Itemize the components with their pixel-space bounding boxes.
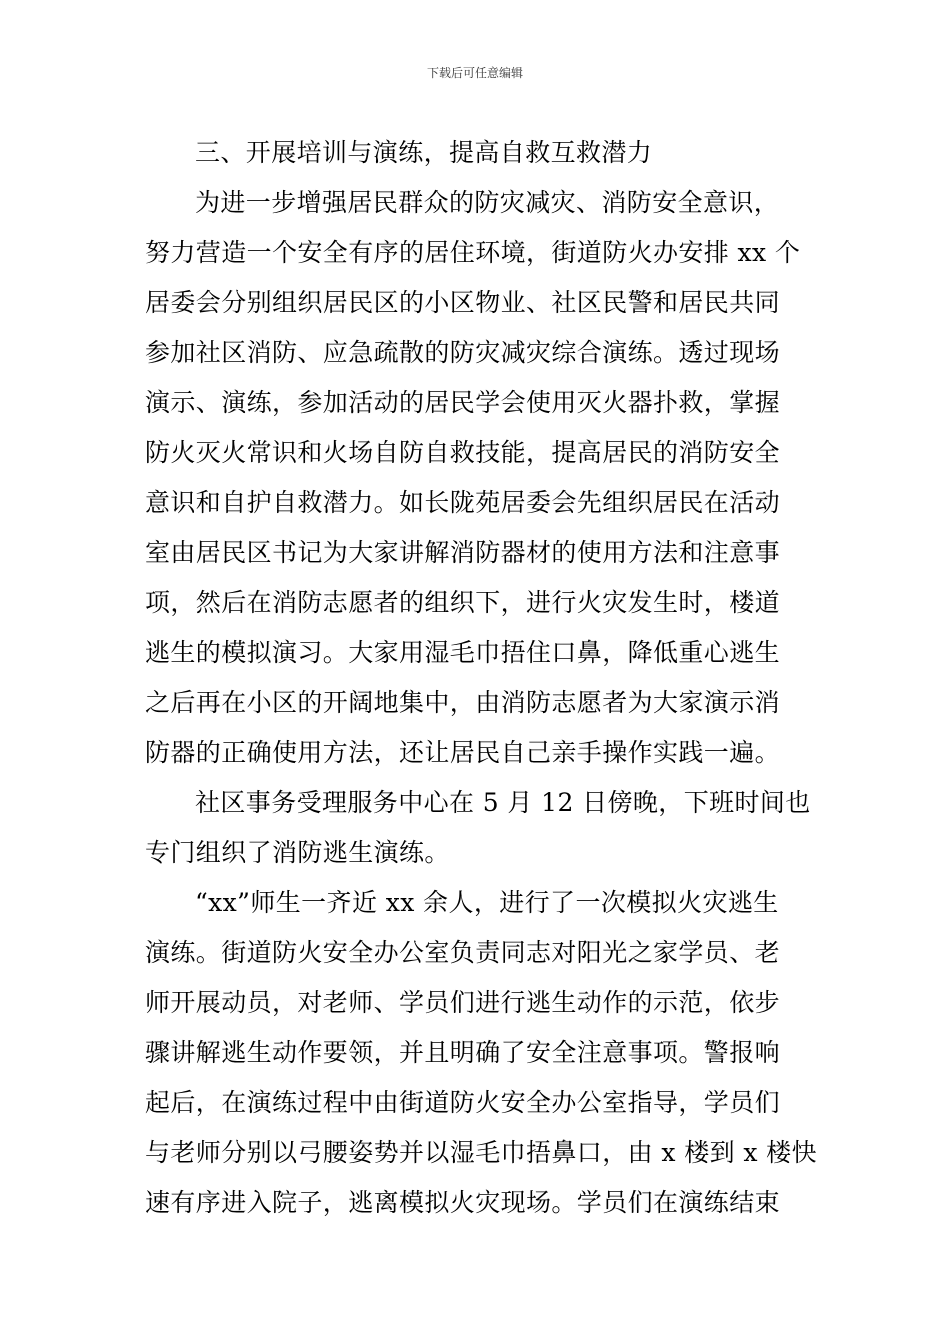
paragraph-line: “xx”师生一齐近 xx 余人，进行了一次模拟火灾逃生 bbox=[195, 888, 779, 917]
section-heading: 三、开展培训与演练，提高自救互救潜力 bbox=[195, 138, 653, 167]
paragraph-line: 骤讲解逃生动作要领，并且明确了安全注意事项。警报响 bbox=[145, 1038, 781, 1067]
paragraph-line: 室由居民区书记为大家讲解消防器材的使用方法和注意事 bbox=[145, 538, 781, 567]
paragraph-line: 演示、演练，参加活动的居民学会使用灭火器扑救，掌握 bbox=[145, 388, 781, 417]
paragraph-line: 速有序进入院子，逃离模拟火灾现场。学员们在演练结束 bbox=[145, 1188, 781, 1217]
paragraph-line: 专门组织了消防逃生演练。 bbox=[145, 838, 450, 867]
paragraph-line: 演练。街道防火安全办公室负责同志对阳光之家学员、老 bbox=[145, 938, 781, 967]
paragraph-line: 之后再在小区的开阔地集中，由消防志愿者为大家演示消 bbox=[145, 688, 781, 717]
paragraph-line: 师开展动员，对老师、学员们进行逃生动作的示范，依步 bbox=[145, 988, 781, 1017]
paragraph-line: 逃生的模拟演习。大家用湿毛巾捂住口鼻，降低重心逃生 bbox=[145, 638, 781, 667]
page-header: 下载后可任意编辑 bbox=[426, 66, 523, 80]
paragraph-line: 与老师分别以弓腰姿势并以湿毛巾捂鼻口，由 x 楼到 x 楼快 bbox=[145, 1138, 817, 1167]
document-body bbox=[145, 128, 817, 1228]
paragraph-line: 项，然后在消防志愿者的组织下，进行火灾发生时，楼道 bbox=[145, 588, 781, 617]
paragraph-line: 起后，在演练过程中由街道防火安全办公室指导，学员们 bbox=[145, 1088, 781, 1117]
paragraph-line: 为进一步增强居民群众的防灾减灾、消防安全意识， bbox=[195, 188, 780, 217]
paragraph-line: 意识和自护自救潜力。如长陇苑居委会先组织居民在活动 bbox=[145, 488, 781, 517]
paragraph-line: 防火灭火常识和火场自防自救技能，提高居民的消防安全 bbox=[145, 438, 781, 467]
paragraph-line: 社区事务受理服务中心在 5 月 12 日傍晚，下班时间也 bbox=[195, 788, 811, 817]
paragraph-line: 努力营造一个安全有序的居住环境，街道防火办安排 xx 个 bbox=[145, 238, 801, 267]
paragraph-line: 参加社区消防、应急疏散的防灾减灾综合演练。透过现场 bbox=[145, 338, 781, 367]
paragraph-line: 居委会分别组织居民区的小区物业、社区民警和居民共同 bbox=[145, 288, 781, 317]
paragraph-line: 防器的正确使用方法，还让居民自己亲手操作实践一遍。 bbox=[145, 738, 781, 767]
